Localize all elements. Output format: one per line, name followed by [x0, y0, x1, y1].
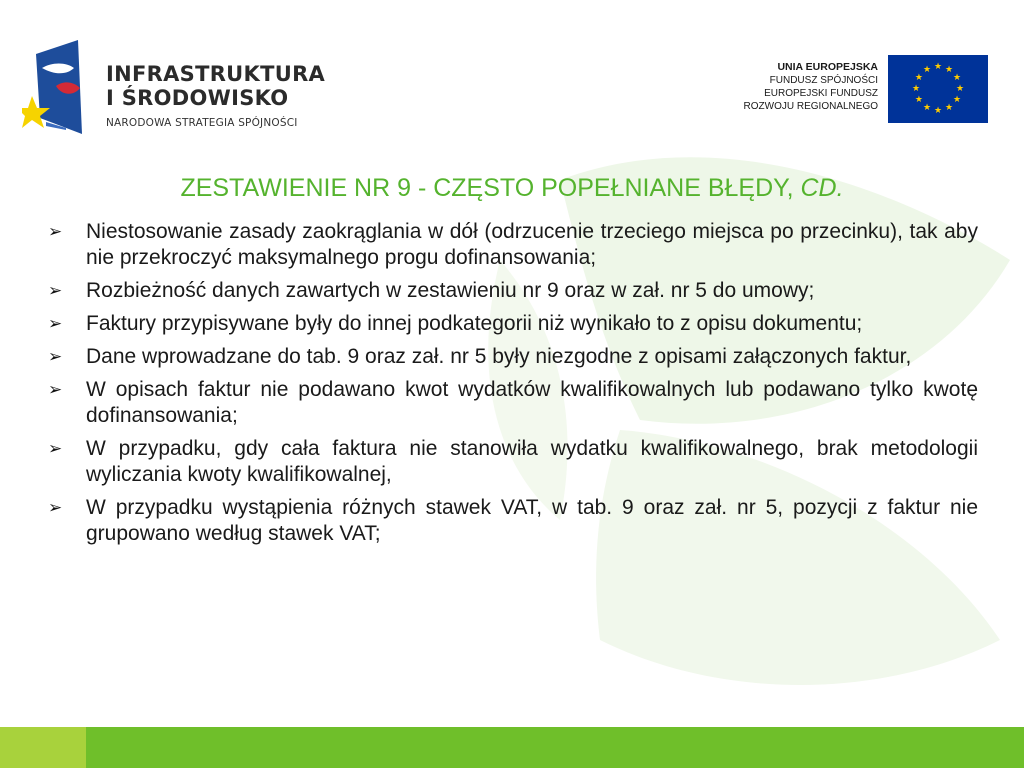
logo-line-2: I ŚRODOWISKO — [106, 86, 289, 110]
arrow-bullet-icon: ➢ — [48, 439, 63, 459]
arrow-bullet-icon: ➢ — [48, 498, 63, 518]
list-item — [48, 311, 978, 337]
list-item-text: Dane wprowadzane do tab. 9 oraz zał. nr 5 były niezgodne z opisami załączonych faktur, — [86, 345, 912, 368]
list-item — [48, 278, 978, 304]
list-item-text: Niestosowanie zasady zaokrąglania w dół (odrzucenie trzeciego miejsca po przecinku), tak aby nie przekroczyć maksymalnego progu dofinansowania; — [86, 220, 978, 269]
eu-star-icon: ★ — [911, 83, 921, 93]
eu-fund-line-4: ROZWOJU REGIONALNEGO — [743, 101, 878, 112]
infrastruktura-logo — [22, 38, 332, 138]
logo-line-3: NARODOWA STRATEGIA SPÓJNOŚCI — [106, 117, 298, 129]
eu-flag-icon — [888, 55, 988, 123]
list-item-text: Faktury przypisywane były do innej podkategorii niż wynikało to z opisu dokumentu; — [86, 312, 863, 335]
eu-star-icon: ★ — [944, 63, 954, 74]
footer-bar — [0, 727, 1024, 768]
eu-star-icon: ★ — [914, 94, 923, 104]
logo-emblem-icon — [22, 38, 86, 138]
eu-star-icon: ★ — [922, 63, 932, 74]
eu-star-icon: ★ — [944, 102, 954, 113]
arrow-bullet-icon: ➢ — [48, 380, 63, 400]
list-item-text: Rozbieżność danych zawartych w zestawieniu nr 9 oraz w zał. nr 5 do umowy; — [86, 279, 815, 302]
arrow-bullet-icon: ➢ — [48, 281, 63, 301]
list-item-text: W przypadku wystąpienia różnych stawek VAT, w tab. 9 oraz zał. nr 5, pozycji z faktur nie grupowano według stawek VAT; — [86, 496, 978, 545]
slide-title — [0, 174, 1024, 203]
list-item-text: W opisach faktur nie podawano kwot wydatków kwalifikowalnych lub podawano tylko kwotę dofinansowania; — [86, 378, 978, 427]
eu-star-icon: ★ — [933, 105, 943, 115]
arrow-bullet-icon: ➢ — [48, 347, 63, 367]
eu-star-icon: ★ — [953, 94, 962, 104]
eu-star-icon: ★ — [933, 61, 943, 71]
list-item — [48, 495, 978, 547]
list-item-text: W przypadku, gdy cała faktura nie stanowiła wydatku kwalifikowalnego, brak metodologii wyliczania kwoty kwalifikowalnej, — [86, 437, 978, 486]
arrow-bullet-icon: ➢ — [48, 222, 63, 242]
footer-bar-accent — [0, 727, 86, 768]
eu-fund-line-2: FUNDUSZ SPÓJNOŚCI — [769, 75, 878, 86]
eu-funding-block — [744, 55, 988, 123]
list-item — [48, 219, 978, 271]
bullet-list — [48, 219, 978, 554]
eu-funding-text — [744, 55, 878, 123]
eu-title: UNIA EUROPEJSKA — [777, 61, 878, 73]
eu-star-icon: ★ — [955, 83, 965, 93]
eu-star-icon: ★ — [953, 72, 962, 82]
eu-star-icon: ★ — [914, 72, 923, 82]
list-item — [48, 436, 978, 488]
list-item — [48, 377, 978, 429]
eu-star-icon: ★ — [922, 102, 932, 113]
arrow-bullet-icon: ➢ — [48, 314, 63, 334]
list-item — [48, 344, 978, 370]
slide-title-italic: CD. — [800, 174, 844, 202]
slide-title-main: ZESTAWIENIE NR 9 - CZĘSTO POPEŁNIANE BŁĘDY, — [180, 174, 801, 202]
logo-line-1: INFRASTRUKTURA — [106, 62, 326, 86]
eu-fund-line-3: EUROPEJSKI FUNDUSZ — [764, 88, 878, 99]
